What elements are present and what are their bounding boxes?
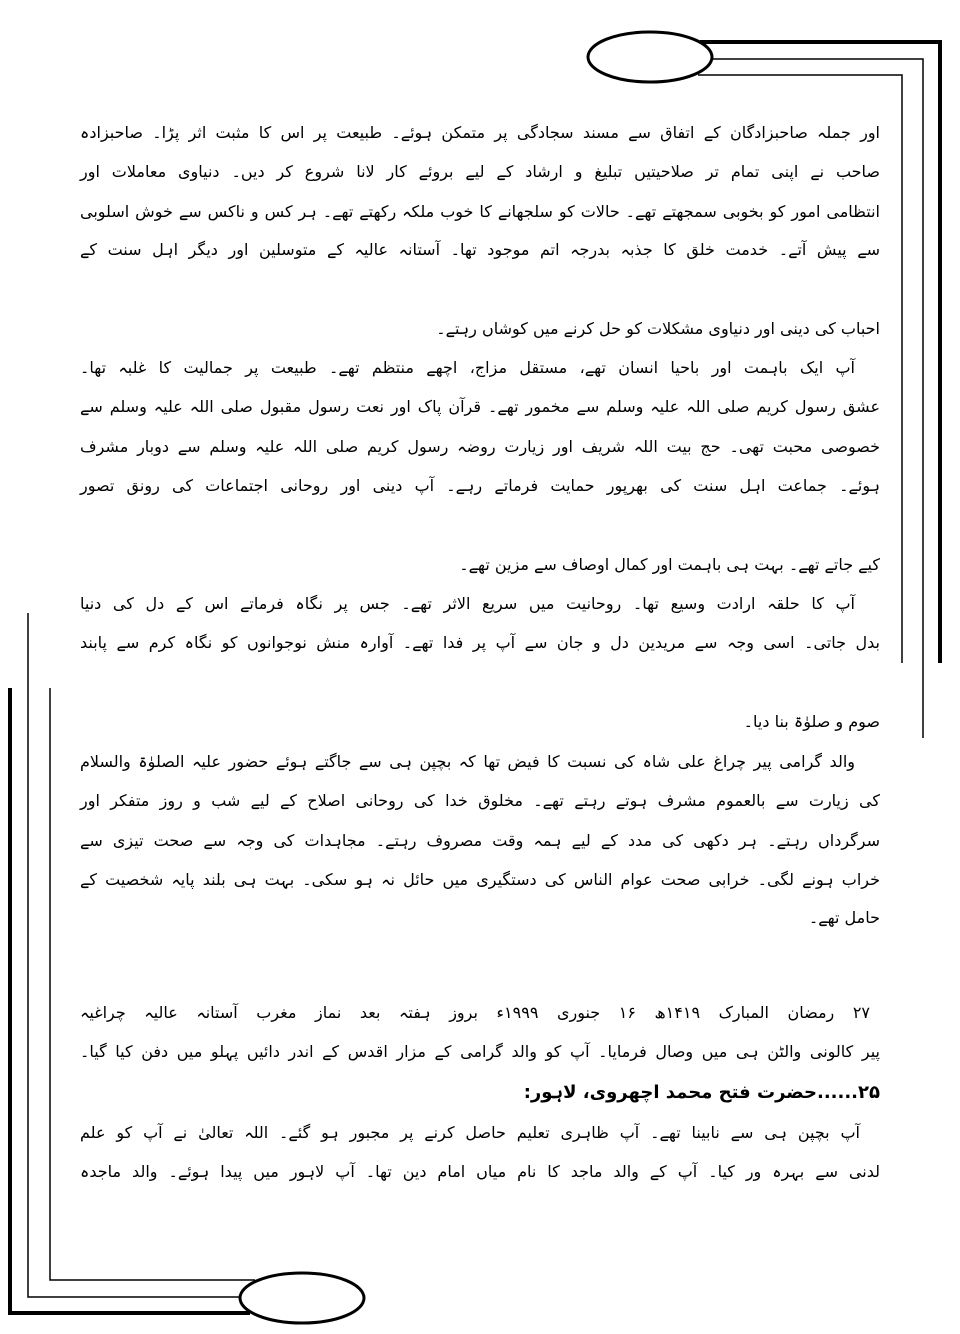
section-heading: ۲۵......حضرت فتح محمد اچھروی، لاہور: [523, 1082, 880, 1103]
text-line: آپ بچپن ہی سے نابینا تھے۔ آپ ظاہری تعلیم حاصل کرنے پر مجبور ہو گئے۔ اللہ تعالیٰ نے آپ کو علم [80, 1123, 860, 1142]
text-line: سرگرداں رہتے۔ ہر دکھی کی مدد کے لیے ہمہ وقت مصروف رہتے۔ مجاہدات کی وجہ سے صحت تیزی سے [80, 831, 880, 850]
text-line: اور جملہ صاحبزادگان کے اتفاق سے مسند سجادگی پر متمکن ہوئے۔ طبیعت پر اس کا مثبت اثر پڑا۔ صاحبزادہ [80, 123, 880, 142]
text-line: حامل تھے۔ [808, 908, 880, 927]
text-line: صوم و صلوٰۃ بنا دیا۔ [743, 712, 880, 731]
text-line: پیر کالونی والٹن ہی میں وصال فرمایا۔ آپ کو والد گرامی کے مزار اقدس کے اندر دائیں پہلو میں دفن کیا گیا۔ [80, 1042, 880, 1061]
text-line: سے پیش آتے۔ خدمت خلق کا جذبہ بدرجہ اتم موجود تھا۔ آستانہ عالیہ کے متوسلین اور دیگر اہل سنت کے [80, 240, 880, 259]
text-line: خصوصی محبت تھی۔ حج بیت اللہ شریف اور زیارت روضہ رسول کریم صلی اللہ علیہ وسلم سے دوبار مشرف [80, 437, 880, 456]
text-line: کی زیارت سے بالعموم مشرف ہوتے رہتے تھے۔ مخلوق خدا کی روحانی اصلاح کے لیے شب و روز متفکر اور [80, 791, 880, 810]
text-line: خراب ہونے لگی۔ خرابی صحت عوام الناس کی دستگیری میں حائل نہ ہو سکی۔ بہت ہی بلند پایہ شخصیت کے [80, 870, 880, 889]
text-line: بدل جاتی۔ اسی وجہ سے مریدین دل و جان سے آپ پر فدا تھے۔ آوارہ منش نوجوانوں کو نگاہ کرم سے پابند [80, 633, 880, 652]
text-line: انتظامی امور کو بخوبی سمجھتے تھے۔ حالات کو سلجھانے کا خوب ملکہ رکھتے تھے۔ ہر کس و ناکس سے خوش اسلوبی [80, 202, 880, 221]
text-line: آپ کا حلقہ ارادت وسیع تھا۔ روحانیت میں سریع الاثر تھے۔ جس پر نگاہ فرماتے اس کے دل کی دنیا [80, 594, 855, 613]
text-line: کیے جاتے تھے۔ بہت ہی باہمت اور کمال اوصاف سے مزین تھے۔ [459, 555, 880, 574]
text-line: احباب کی دینی اور دنیاوی مشکلات کو حل کرنے میں کوشاں رہتے۔ [436, 319, 880, 338]
text-line: ۲۷ رمضان المبارک ۱۴۱۹ھ ۱۶ جنوری ۱۹۹۹ء بروز ہفتہ بعد نماز مغرب آستانہ عالیہ چراغیہ [80, 1003, 871, 1022]
text-line: عشق رسول کریم صلی اللہ علیہ وسلم سے مخمور تھے۔ قرآن پاک اور نعت رسول مقبول صلی اللہ علیہ وسلم سے [80, 397, 880, 416]
border-bottom-oval [240, 1273, 364, 1323]
text-line: والد گرامی پیر چراغ علی شاہ کی نسبت کا فیض تھا کہ بچپن ہی سے جاگتے ہوئے حضور علیہ الصلوٰۃ والسلام [80, 752, 855, 771]
text-line: صاحب نے اپنی تمام تر صلاحیتیں تبلیغ و ارشاد کے لیے بروئے کار لانا شروع کر دیں۔ دنیاوی معاملات اور [80, 162, 880, 181]
text-line: لدنی سے بہرہ ور کیا۔ آپ کے والد ماجد کا نام میاں امام دین تھا۔ آپ لاہور میں پیدا ہوئے۔ والد ماجدہ [80, 1162, 880, 1181]
text-line: ہوئے۔ جماعت اہل سنت کی بھرپور حمایت فرماتے رہے۔ آپ دینی اور روحانی اجتماعات کی رونق تصور [80, 476, 880, 495]
text-line: آپ ایک باہمت اور باحیا انسان تھے، مستقل مزاج، اچھے منتظم تھے۔ طبیعت پر جمالیت کا غلبہ تھا۔ [80, 358, 855, 377]
border-top-oval [588, 32, 712, 82]
